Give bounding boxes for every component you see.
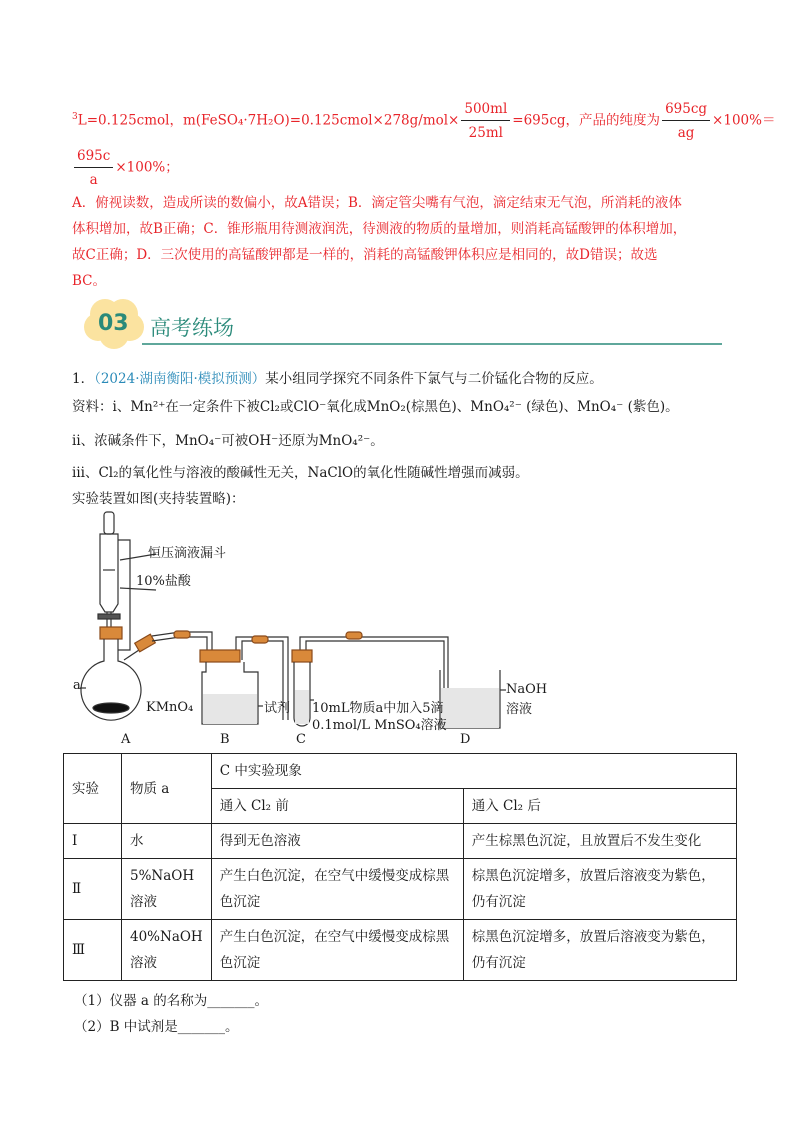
fraction: $\frac{695cg}{ag}$ — [662, 101, 710, 141]
acid-label: 10%盐酸 — [136, 574, 191, 589]
experiment-table — [63, 753, 737, 981]
answer-line-1 — [72, 101, 775, 141]
table-row: Ⅱ 5%NaOH 溶液 产生白色沉淀，在空气中缓慢变成棕黑色沉淀 棕黑色沉淀增多，放置后溶液变为紫色，仍有沉淀 — [64, 859, 737, 920]
round-bottom-flask-icon — [80, 627, 155, 720]
flask-label: a — [73, 678, 81, 693]
naoh-label-2: 溶液 — [506, 702, 533, 717]
letter-b: B — [220, 732, 230, 747]
question-stem: 1．（2024·湖南衡阳·模拟预测）某小组同学探究不同条件下氯气与二价锰化合物的反应。 — [72, 371, 603, 387]
answer-text: ×100%； — [115, 159, 179, 176]
answer-explanation-line: A．俯视读数，造成所读的数偏小，故A错误；B．滴定管尖嘴有气泡，滴定结束无气泡，所消耗的液体 — [72, 195, 682, 211]
header-after: 通入 Cl₂ 后 — [463, 789, 736, 824]
section-number: 03 — [98, 311, 129, 336]
answer-explanation-line: BC。 — [72, 273, 107, 289]
letter-a: A — [121, 732, 131, 747]
answer-explanation-line: 故C正确；D．三次使用的高锰酸钾都是一样的，消耗的高锰酸钾体积应是相同的，故D错误；故选 — [72, 247, 658, 263]
info-line-1: 资料：ⅰ、Mn²⁺在一定条件下被Cl₂或ClO⁻氧化成MnO₂(棕黑色)、MnO₄²⁻ (绿色)、MnO₄⁻ (紫色)。 — [72, 399, 679, 415]
source-tag: （2024·湖南衡阳·模拟预测） — [94, 371, 266, 387]
funnel-label: 恒压滴液漏斗 — [148, 546, 227, 561]
answer-text: ×100%＝ — [712, 112, 776, 129]
beaker-icon — [440, 670, 506, 728]
answer-text: =695cg，产品的纯度为 — [512, 112, 661, 129]
superscript-marker: 3 — [72, 112, 78, 122]
apparatus-intro: 实验装置如图(夹持装置略)： — [72, 491, 245, 507]
table-row: Ⅲ 40%NaOH 溶液 产生白色沉淀，在空气中缓慢变成棕黑色沉淀 棕黑色沉淀增多，放置后溶液变为紫色，仍有沉淀 — [64, 920, 737, 981]
answer-line-2 — [72, 148, 179, 188]
letter-c: C — [296, 732, 306, 747]
sub-question-1: （1）仪器 a 的名称为_______。 — [74, 993, 268, 1009]
section-title: 高考练场 — [150, 316, 234, 340]
solid-label: KMnO₄ — [146, 700, 194, 715]
reagent-label: 试剂 — [264, 701, 291, 716]
letter-d: D — [460, 732, 471, 747]
fraction: $\frac{500ml}{25ml}$ — [461, 101, 510, 141]
answer-text: L=0.125cmol，m(FeSO₄·7H₂O)=0.125cmol×278g/mol× — [77, 112, 460, 129]
info-line-3: ⅲ、Cl₂的氧化性与溶液的酸碱性无关，NaClO的氧化性随碱性增强而减弱。 — [72, 465, 529, 481]
info-line-2: ⅱ、浓碱条件下，MnO₄⁻可被OH⁻还原为MnO₄²⁻。 — [72, 433, 384, 449]
answer-explanation-line: 体积增加，故B正确；C．锥形瓶用待测液润洗，待测液的物质的量增加，则消耗高锰酸钾的体积增加， — [72, 221, 687, 237]
header-before: 通入 Cl₂ 前 — [211, 789, 463, 824]
c-label-2: 0.1mol/L MnSO₄溶液 — [312, 718, 447, 733]
naoh-label-1: NaOH — [506, 682, 548, 697]
header-phenomenon: C 中实验现象 — [211, 754, 736, 789]
sub-question-2: （2）B 中试剂是_______。 — [74, 1019, 239, 1035]
c-label-1: 10mL物质a中加入5滴 — [312, 701, 444, 716]
header-exp: 实验 — [64, 754, 122, 824]
gas-washing-bottle-icon — [200, 650, 263, 724]
fraction: $\frac{695c}{a}$ — [74, 148, 113, 188]
test-tube-icon — [292, 650, 314, 726]
header-substance: 物质 a — [122, 754, 212, 824]
table-row: Ⅰ 水 得到无色溶液 产生棕黑色沉淀，且放置后不发生变化 — [64, 824, 737, 859]
